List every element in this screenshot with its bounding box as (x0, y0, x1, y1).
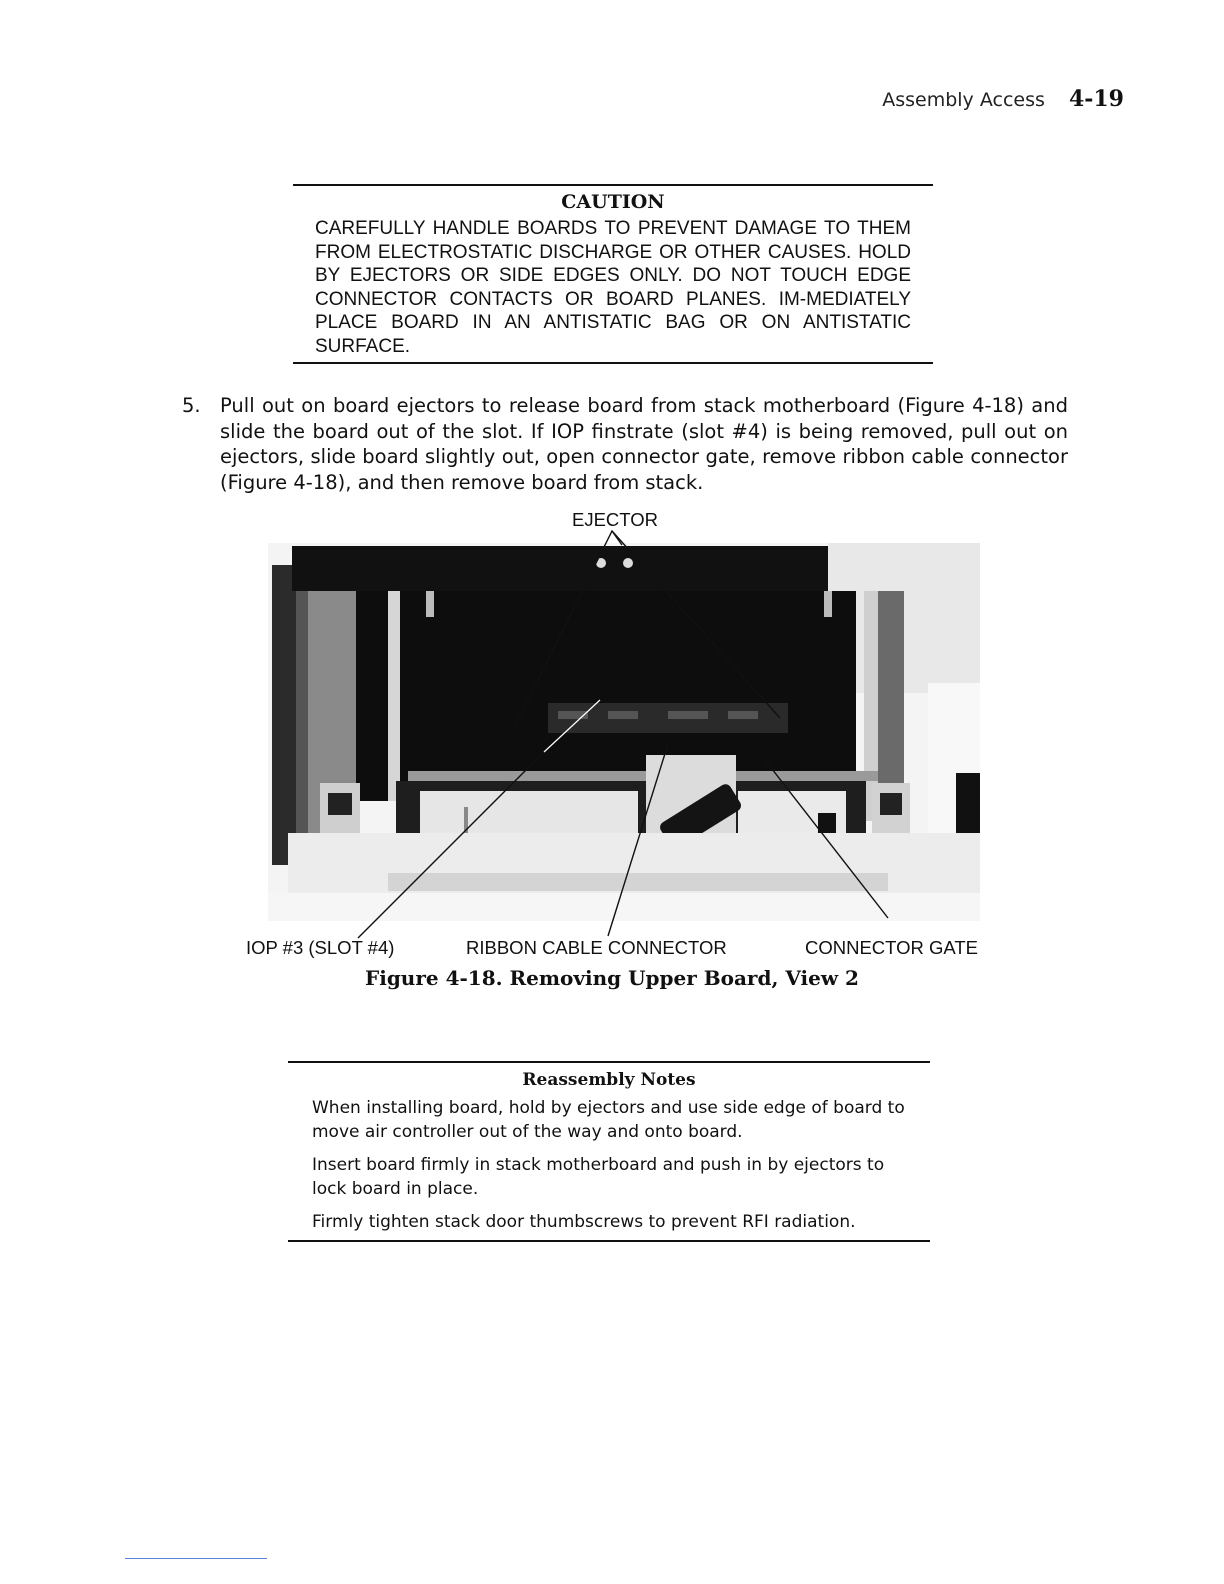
note-item: When installing board, hold by ejectors and use side edge of board to move air controller out of the way and onto board. (312, 1098, 905, 1142)
caution-text: CAREFULLY HANDLE BOARDS TO PREVENT DAMAGE TO THEM FROM ELECTROSTATIC DISCHARGE OR OTHER CAUSES. HOLD BY EJECTORS OR SIDE EDGES ONLY. DO NOT TOUCH EDGE CONNECTOR CONTACTS OR BOARD PLANES. IM-MEDIATELY PLACE BOARD IN AN ANTISTATIC BAG OR ON ANTISTATIC SURFACE. (315, 218, 911, 357)
figure-caption: Figure 4-18. Removing Upper Board, View 2 (365, 966, 859, 990)
ribbon-callout-line (608, 744, 668, 936)
label-iop-slot: IOP #3 (SLOT #4) (246, 937, 395, 958)
section-title: Assembly Access (882, 89, 1045, 111)
label-ribbon-cable-connector: RIBBON CABLE CONNECTOR (466, 937, 727, 958)
reassembly-notes-box (288, 1061, 930, 1242)
label-ejector: EJECTOR (572, 509, 659, 530)
ejector-callout-line (514, 531, 780, 728)
notes-title: Reassembly Notes (522, 1070, 696, 1090)
step-text: Pull out on board ejectors to release board from stack motherboard (Figure 4-18) and slide the board out of the slot. If IOP finstrate (slot #4) is being removed, pull out on ejectors, slide board slightly out, open connector gate, remove ribbon cable connector (Figure 4-18), and then remove board from stack. (220, 394, 1068, 494)
caution-title: CAUTION (561, 191, 665, 213)
page-number: 4-19 (1068, 86, 1124, 112)
ejector-callout-tip (612, 531, 622, 545)
iop-callout-line (358, 752, 544, 938)
note-item: Firmly tighten stack door thumbscrews to prevent RFI radiation. (312, 1212, 856, 1232)
gate-callout-line (765, 760, 888, 918)
note-item: Insert board firmly in stack motherboard and push in by ejectors to lock board in place. (312, 1155, 885, 1199)
label-connector-gate: CONNECTOR GATE (805, 937, 979, 958)
step-number: 5. (182, 394, 201, 417)
footer-rule (125, 1558, 267, 1559)
